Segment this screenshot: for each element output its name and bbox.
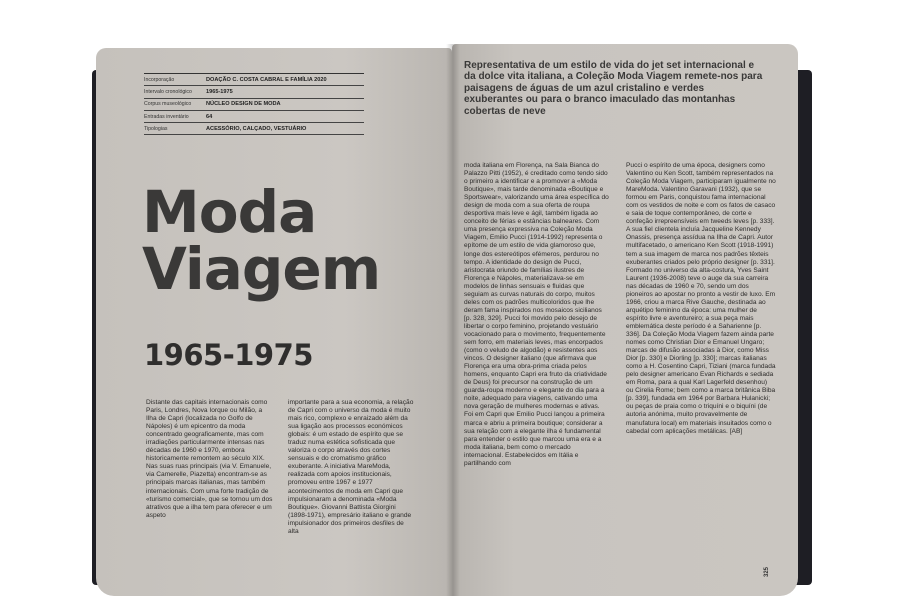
metadata-row xyxy=(144,74,364,86)
book-gutter xyxy=(446,44,460,596)
body-column-4 xyxy=(626,162,776,436)
paragraph: Pucci o espírito de uma época, designers como Valentino ou Ken Scott, também representados na Coleção Moda Viagem, participaram igualmente no MareModa. Valentino Garavani (1932), que se formou em Paris, conquistou fama internacional com os vestidos de noite e com os fatos de casaco e saia de toque contemporâneo, de corte e confeção irrepreensíveis em tweeds leves [p. 333]. A sua fiel clientela incluía Jacqueline Kennedy Onassis, presença assídua na Ilha de Capri. Autor multifacetado, o americano Ken Scott (1918-1991) tem a sua imagem de marca nos padrões têxteis exuberantes criados pelo próprio designer [p. 331]. Formado no universo da alta-costura, Yves Saint Laurent (1936-2008) teve o auge da sua carreira nas décadas de 1960 e 70, sendo um dos pioneiros ao apostar no pronto a vestir de luxo. Em 1966, criou a marca Rive Gauche, destinada ao arquétipo feminino da época: uma mulher de espírito livre e aventureiro; a sua peça mais emblemática deste período é a Saharienne [p. 336]. Da Coleção Moda Viagem fazem ainda parte nomes como Christian Dior e Emanuel Ungaro; marcas de difusão associadas à Dior, como Miss Dior [p. 330] e Diorling [p. 330]; marcas italianas como a H. Cosentino Capri, Tiziani (marca fundada pelo designer americano Evan Richards e sediada em Roma, para a qual Karl Lagerfeld desenhou) ou Cirelia Rome; bem como a marca britânica Biba [p. 339], fundada em 1964 por Barbara Hulanicki; ou peças de praia como o triquíni e o biquíni (de autoria anónima, muito provavelmente de manufatura local) em materiais insuitados como o cabedal com aplicações metálicas. [AB] xyxy=(626,162,776,435)
metadata-table xyxy=(144,73,364,135)
metadata-value: 1965-1975 xyxy=(206,88,233,95)
right-page xyxy=(452,44,798,596)
page-number: 325 xyxy=(763,566,770,578)
metadata-key: Incorporação xyxy=(144,76,175,83)
metadata-value: NÚCLEO DESIGN DE MODA xyxy=(206,101,281,108)
date-range-heading: 1965-1975 xyxy=(144,338,313,372)
metadata-value: 64 xyxy=(206,113,213,120)
lead-paragraph: Representativa de um estilo de vida do jet set internacional e da dolce vita italiana, a Coleção Moda Viagem remete-nos para paisagens de águas de um azul cristalino e verdes exuberantes ou para o branco imaculado das montanhas cobertas de neve xyxy=(464,60,763,117)
page-title xyxy=(142,178,381,303)
paragraph: importante para a sua economia, a relação de Capri com o universo da moda é muito mais rico, complexo e enraizado além da sua ligação aos processos económicos globais: é um estado de espírito que se traduz numa estética sofisticada que valoriza o corpo através dos cortes sensuais e do cromatismo gráfico exuberante. A iniciativa MareModa, realizada com apoios institucionais, promoveu entre 1967 e 1977 acontecimentos de moda em Capri que impulsionaram a denominada «Moda Boutique». Giovanni Battista Giorgini (1898-1971), empresário italiano e grande impulsionador dos primeiros desfiles de alta xyxy=(288,399,414,535)
metadata-key: Tipologias xyxy=(144,125,168,132)
metadata-row xyxy=(144,111,364,123)
metadata-key: Intervalo cronológico xyxy=(144,88,192,95)
metadata-key: Entradas inventário xyxy=(144,113,189,120)
metadata-row xyxy=(144,123,364,135)
metadata-row xyxy=(144,99,364,111)
left-page xyxy=(96,48,452,596)
paragraph: Distante das capitais internacionais como Paris, Londres, Nova Iorque ou Milão, a Ilha de Capri (localizada no Golfo de Nápoles) é um epicentro da moda concentrado geograficamente, mas com irradiações particularmente intensas nas décadas de 1960 e 1970, embora historicamente remontem ao século XIX. Nas suas ruas principais (via V. Emanuele, via Camerelle, Piazetta) encontram-se as principais marcas italianas, mas também internacionais. Com uma forte tradição de «turismo comercial», que se tornou um dos atrativos que a ilha tem para oferecer e um aspeto xyxy=(146,399,273,519)
metadata-value: ACESSÓRIO, CALÇADO, VESTUÁRIO xyxy=(206,125,307,132)
body-column-3 xyxy=(464,162,610,468)
body-column-2 xyxy=(288,399,416,536)
body-column-1 xyxy=(146,399,274,520)
paragraph: moda italiana em Florença, na Sala Bianca do Palazzo Pitti (1952), é creditado como tendo sido o primeiro a identificar e a promover a «Moda Boutique», mais tarde denominada «Boutique e Sportswear», valorizando uma área específica do design de moda com a sua oferta de roupa desportiva mais leve e ágil, também ligada ao conceito de férias e estâncias balneares. Com uma presença expressiva na Coleção Moda Viagem, Emilio Pucci (1914-1992) representa o epítome de um estilo de vida glamoroso que, longe dos estereótipos efémeros, perdurou no tempo. A identidade do design de Pucci, aristocrata oriundo de famílias ilustres de Florença e Nápoles, materializava-se em modelos de linhas sensuais e fluidas que seguiam as curvas naturais do corpo, muitos deles com os padrões multicoloridos que lhe deram fama inspirados nos mosaicos sicilianos [p. 328, 329]. Pucci foi movido pelo desejo de libertar o corpo feminino, projetando vestuário vocacionado para o movimento, frequentemente sem forro, em materiais leves, mas encorpados (como o veludo de algodão) e resistentes aos vincos. O designer italiano (que afirmava que Florença era uma obra-prima criada pelos homens, enquanto Capri era fruto da criatividade de Deus) foi precursor na construção de um guarda-roupa moderno e elegante do dia para a noite, adequado para viagens, cativando uma nova geração de mulheres modernas e ativas. Foi em Capri que Emilio Pucci lançou a primeira marca e abriu a primeira boutique; considerar a sua relação com a elegante ilha é fundamental para entender o estilo que marcou uma era e a moda italiana, bem como o mercado internacional. Estabelecidos em Itália e partilhando com xyxy=(464,162,609,467)
title-line-1: Moda xyxy=(142,178,317,246)
metadata-row xyxy=(144,86,364,98)
metadata-value: DOAÇÃO C. COSTA CABRAL E FAMÍLIA 2020 xyxy=(206,76,327,83)
metadata-key: Corpus museológico xyxy=(144,101,192,108)
title-line-2: Viagem xyxy=(142,235,381,303)
